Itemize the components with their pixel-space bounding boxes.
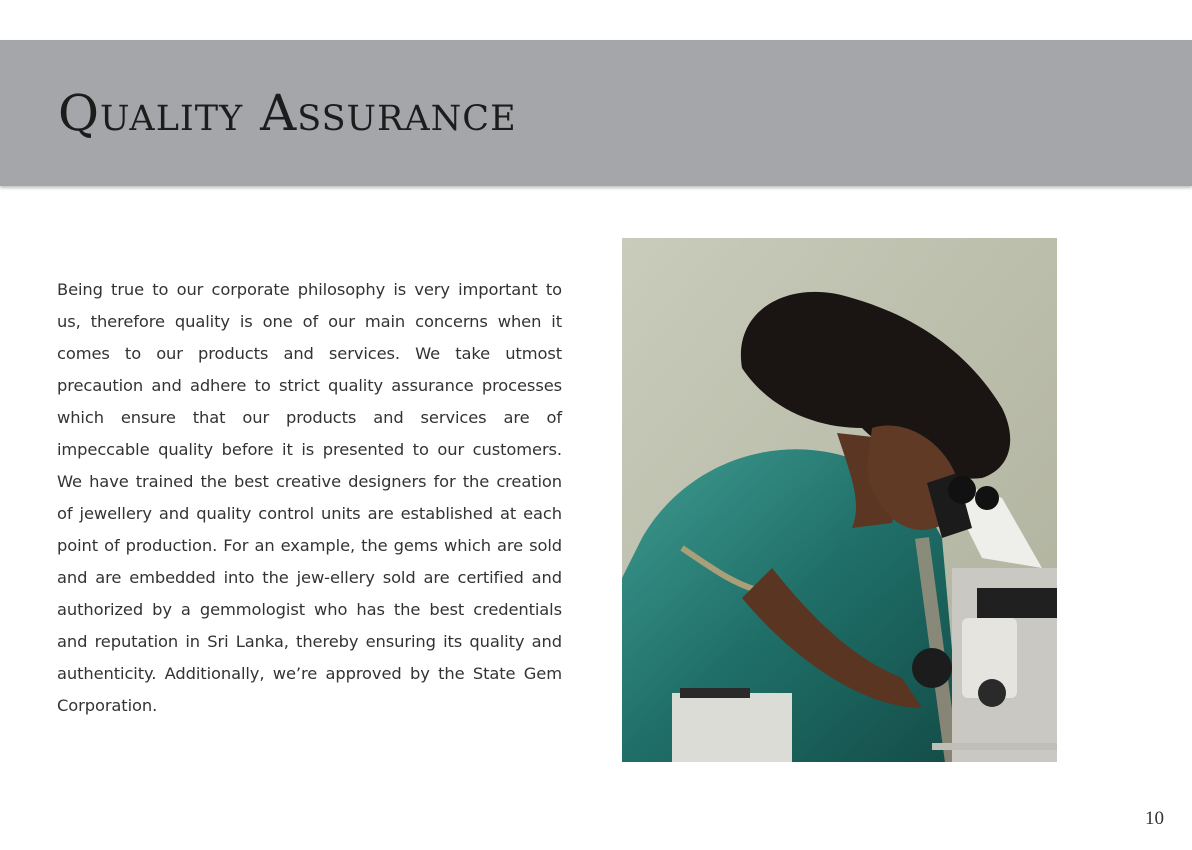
quality-inspection-photo bbox=[622, 238, 1057, 762]
page-number: 10 bbox=[1145, 808, 1164, 829]
page-title: Quality Assurance bbox=[58, 84, 517, 142]
header-banner bbox=[0, 40, 1192, 186]
body-paragraph: Being true to our corporate philosophy is very important to us, therefore quality is one of our main concerns when it comes to our products and services. We take utmost precaution and adhere to strict quality assurance processes which ensure that our products and services are of impeccable quality before it is presented to our customers. We have trained the best creative designers for the creation of jewellery and quality control units are established at each point of production. For an example, the gems which are sold and are embedded into the jew-ellery sold are certified and authorized by a gemmologist who has the best credentials and reputation in Sri Lanka, thereby ensuring its quality and authenticity. Additionally, we’re approved by the State Gem Corporation. bbox=[57, 280, 562, 715]
